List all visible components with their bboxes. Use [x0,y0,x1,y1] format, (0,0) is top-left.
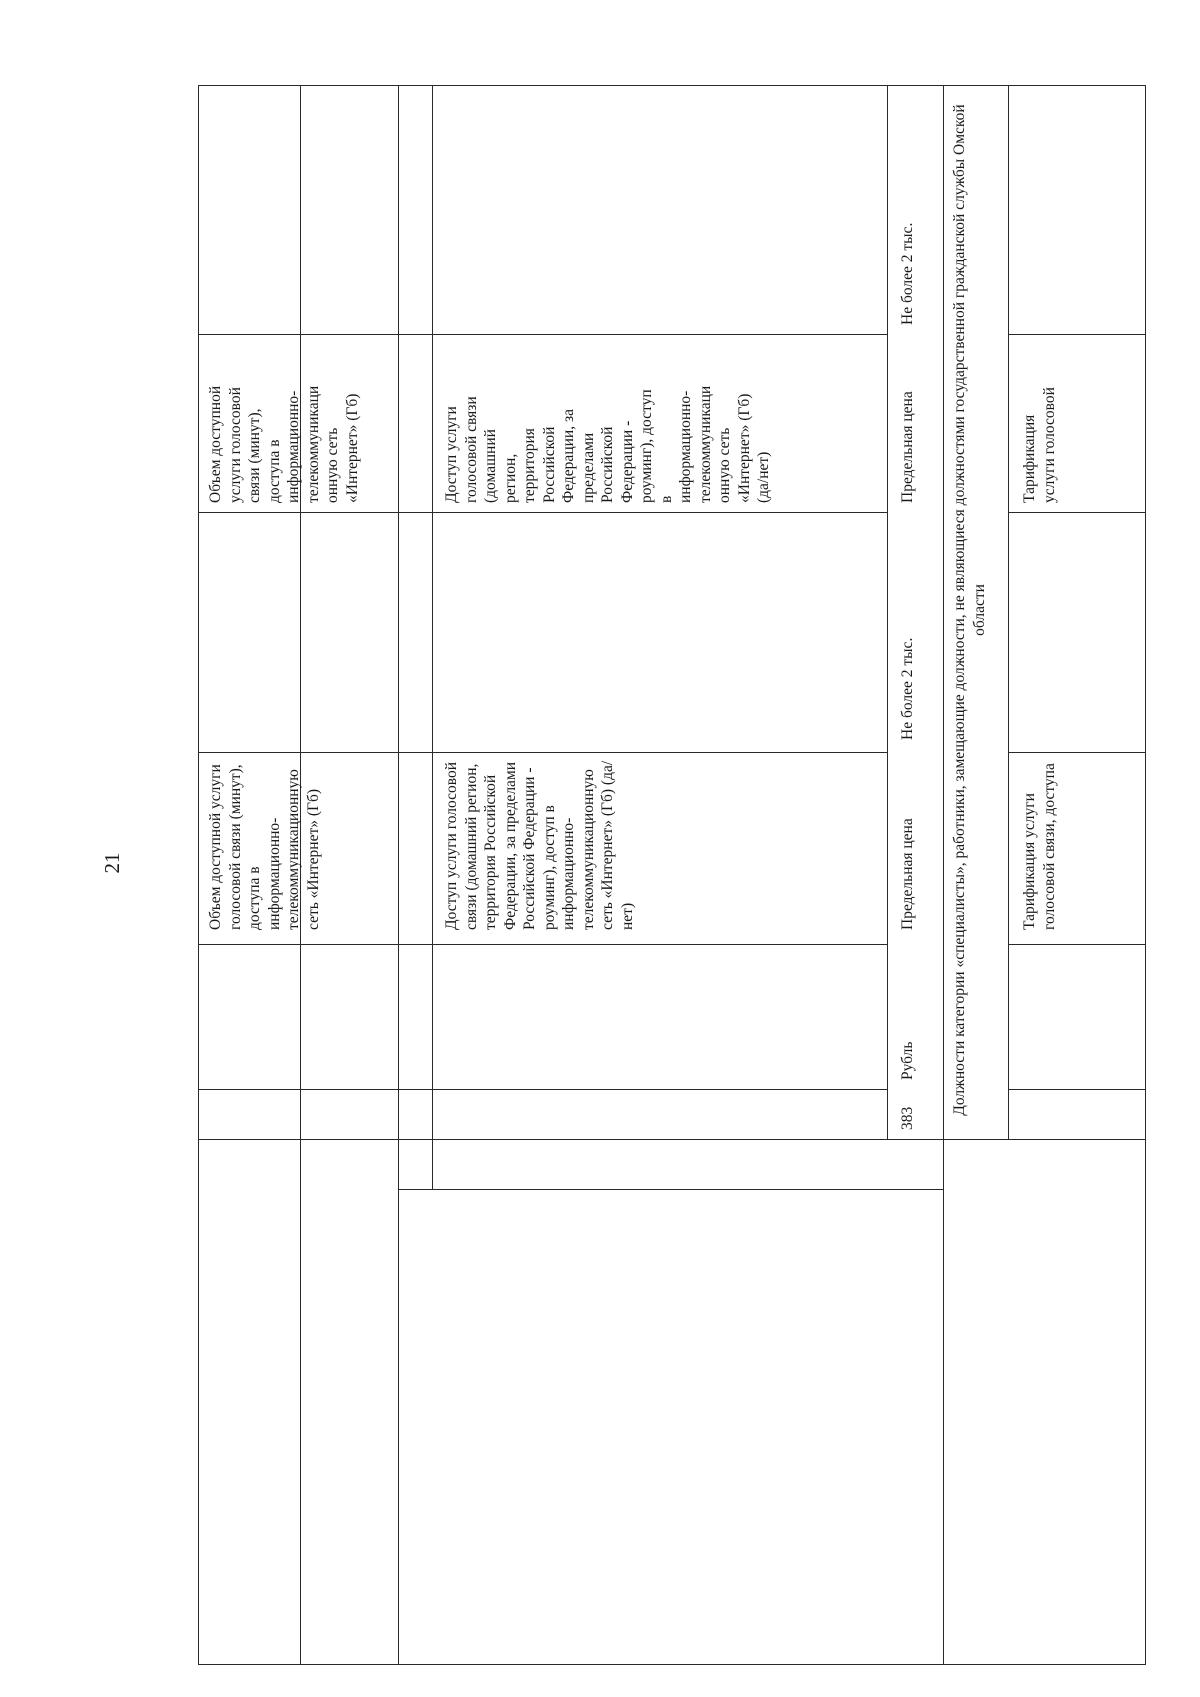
col-divider [198,512,887,513]
volume-description-cell-2: Объем доступной услуги голосовой связи (минут), доступа в информационно- телекоммуникаци онную сеть «Интернет» (Гб) [207,385,361,503]
col-divider [198,1139,1146,1140]
col-divider [1008,512,1146,513]
price-value-cell-1: Не более 2 тыс. [899,637,916,740]
row-divider [1008,85,1009,1140]
price-label-cell-1: Предельная цена [899,818,916,930]
col-divider [1008,944,1146,945]
table-border-left [198,1664,1146,1665]
col-divider [398,1189,943,1190]
col-divider [198,944,887,945]
tariff-description-cell-2: Тарификация услуги голосовой [1021,387,1058,503]
table-border-top [198,85,199,1665]
row-divider [887,85,888,1140]
volume-description-cell-1: Объем доступной услуги голосовой связи (минут), доступа в информационно-телекоммуникационную сеть «Интернет» (Гб) [207,764,322,930]
col-divider [198,1089,887,1090]
col-divider [198,752,887,753]
table-border-bottom [1145,85,1146,1665]
price-label-cell-2: Предельная цена [899,391,916,503]
table-border-right [198,85,1146,86]
rotated-table-sheet [198,85,1146,1665]
price-code-cell: 383 [899,1106,916,1130]
section-header: Должности категории «специалисты», работники, замещающие должности, не являющиеся должностями государственной гражданской службы Омской области [951,104,988,1116]
page-number: 21 [100,852,124,874]
col-divider [1008,1089,1146,1090]
row-divider [432,85,433,1190]
access-description-cell-2: Доступ услуги голосовой связи (домашний регион, территория Российской Федерации, за пределами Российской Федерации - роуминг), доступ в информационно- телекоммуникаци онную сеть «Интернет» (Гб) (да/нет) [443,385,772,503]
row-divider [943,85,944,1140]
price-unit-cell: Рубль [899,1041,916,1080]
col-divider [1008,752,1146,753]
access-description-cell-1: Доступ услуги голосовой связи (домашний регион, территория Российской Федерации, за пределами Российской Федерации - роуминг), доступ в информационно-телекоммуникационную сеть «Интернет» (Гб) (да/нет) [443,760,636,930]
tariff-description-cell-1: Тарификация услуги голосовой связи, доступа [1021,763,1058,930]
price-value-cell-2: Не более 2 тыс. [899,222,916,325]
